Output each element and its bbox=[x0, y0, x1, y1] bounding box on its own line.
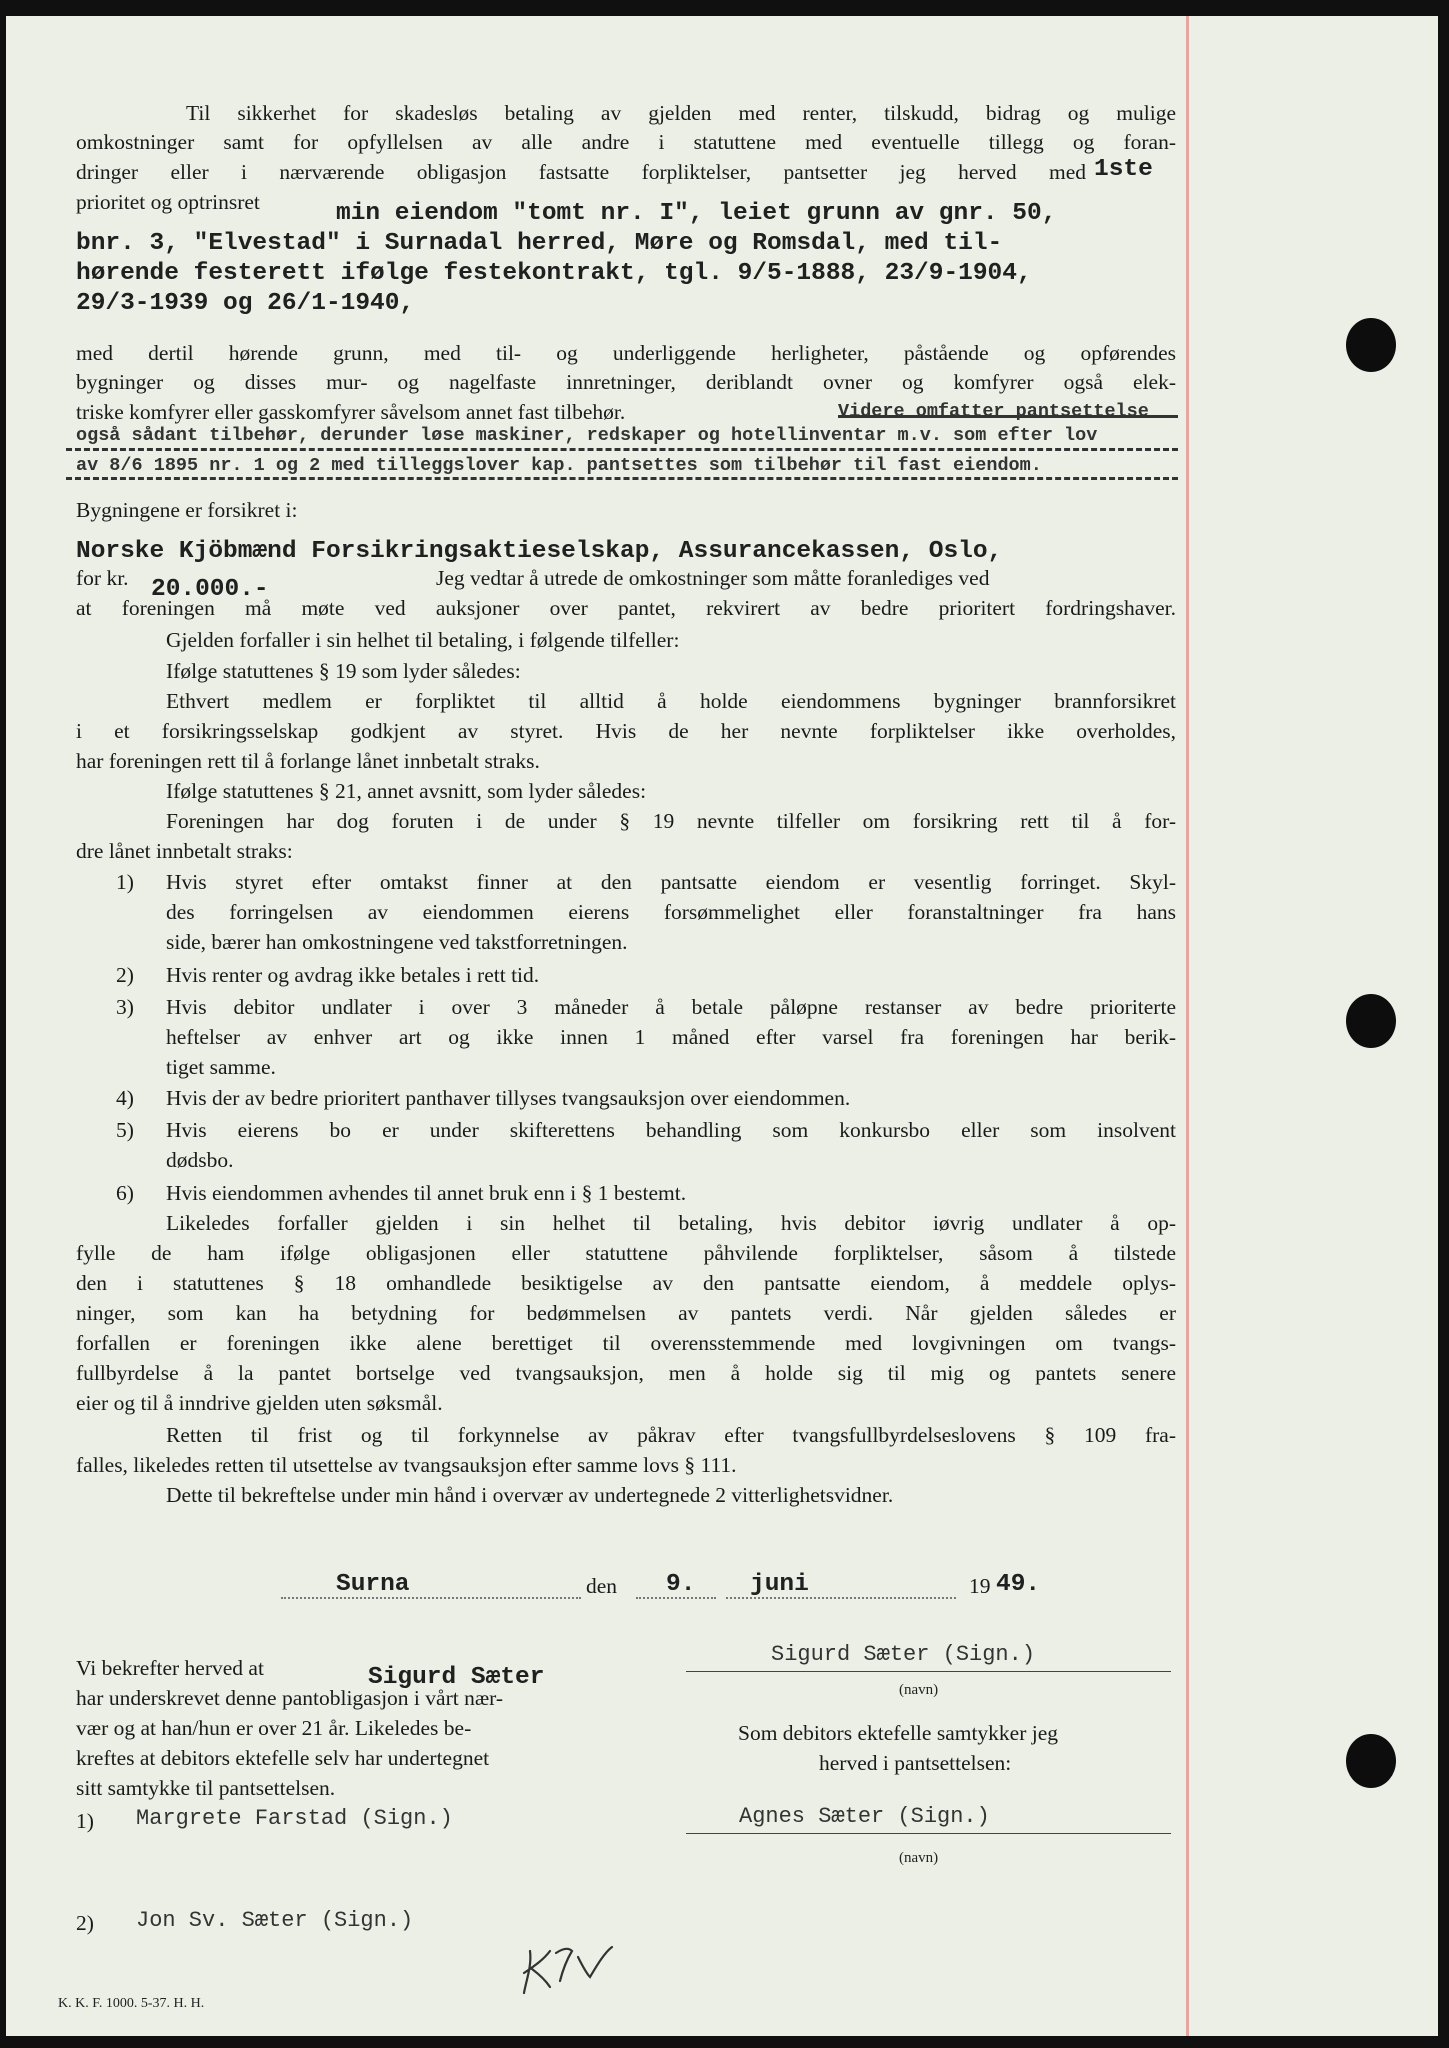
body-line: ninger, som kan ha betydning for bedømmelsen av pantets verdi. Når gjelden således er bbox=[76, 1301, 1176, 1325]
case-line: Hvis der av bedre prioritert panthaver tillyses tvangsauksjon over eiendommen. bbox=[166, 1086, 851, 1110]
case-number: 4) bbox=[116, 1086, 134, 1110]
body-line: Jeg vedtar å utrede de omkostninger som måtte foranlediges ved bbox=[436, 566, 990, 590]
witness-number: 1) bbox=[76, 1809, 94, 1833]
struck-text: også sådant tilbehør, derunder løse maskiner, redskaper og hotellinventar m.v. som efter lov bbox=[76, 426, 1098, 446]
case-line: Hvis debitor undlater i over 3 måneder å betale påløpne restanser av bedre prioriterte bbox=[166, 995, 1176, 1019]
case-line: heftelser av enhver art og ikke innen 1 måned efter varsel fra foreningen har berik- bbox=[166, 1025, 1176, 1049]
body-line: har foreningen rett til å forlange lånet innbetalt straks. bbox=[76, 749, 540, 773]
body-line: prioritet og optrinsret bbox=[76, 190, 260, 214]
navn-label: (navn) bbox=[899, 1850, 939, 1866]
case-line: side, bærer han omkostningene ved takstforretningen. bbox=[166, 930, 628, 954]
body-line: den i statuttenes § 18 omhandlede besiktigelse av den pantsatte eiendom, å meddele oplys- bbox=[76, 1271, 1176, 1295]
body-line: dre lånet innbetalt straks: bbox=[76, 839, 293, 863]
body-line: Likeledes forfaller gjelden i sin helhet til betaling, hvis debitor iøvrig undlater å op- bbox=[166, 1211, 1176, 1235]
struck-text: Videre omfatter pantsettelse bbox=[838, 402, 1149, 422]
body-line: omkostninger samt for opfyllelsen av alle andre i statuttene med eventuelle tillegg og foran- bbox=[76, 130, 1176, 154]
debtor-signature: Sigurd Sæter (Sign.) bbox=[771, 1642, 1036, 1667]
body-line: Foreningen har dog foruten i de under § 19 nevnte tilfeller om forsikring rett til å for- bbox=[166, 809, 1176, 833]
form-code-footer: K. K. F. 1000. 5-37. H. H. bbox=[58, 1996, 205, 2011]
document-page bbox=[6, 16, 1438, 2036]
typed-property-line: bnr. 3, "Elvestad" i Surnadal herred, Møre og Romsdal, med til- bbox=[76, 230, 1003, 257]
body-line: fullbyrdelse å la pantet bortselge ved tvangsauksjon, men å holde sig til mig og pantets senere bbox=[76, 1361, 1176, 1385]
body-line: Gjelden forfaller i sin helhet til betaling, i følgende tilfeller: bbox=[166, 628, 680, 652]
strike-rule bbox=[66, 448, 1178, 451]
debtor-name-typed: Sigurd Sæter bbox=[368, 1664, 545, 1691]
dotted-line bbox=[281, 1597, 581, 1599]
spouse-consent-line: herved i pantsettelsen: bbox=[819, 1751, 1012, 1775]
punch-hole bbox=[1346, 994, 1396, 1048]
strike-rule bbox=[66, 477, 1178, 480]
witness-signature: Jon Sv. Sæter (Sign.) bbox=[136, 1908, 414, 1933]
body-line: eier og til å inndrive gjelden uten søksmål. bbox=[76, 1391, 443, 1415]
body-line: dringer eller i nærværende obligasjon fastsatte forpliktelser, pantsetter jeg herved med bbox=[76, 160, 1086, 184]
body-line: Ifølge statuttenes § 21, annet avsnitt, som lyder således: bbox=[166, 779, 647, 803]
witness-statement-line: kreftes at debitors ektefelle selv har undertegnet bbox=[76, 1746, 490, 1770]
spouse-consent-line: Som debitors ektefelle samtykker jeg bbox=[738, 1721, 1059, 1745]
date-month: juni bbox=[750, 1571, 809, 1598]
body-line: i et forsikringsselskap godkjent av styret. Hvis de her nevnte forpliktelser ikke overholdes, bbox=[76, 719, 1176, 743]
body-line: bygninger og disses mur- og nagelfaste innretninger, deriblandt ovner og komfyrer også elek- bbox=[76, 370, 1176, 394]
typed-property-line: 29/3-1939 og 26/1-1940, bbox=[76, 290, 415, 317]
date-den-label: den bbox=[586, 1574, 618, 1598]
case-line: Hvis eiendommen avhendes til annet bruk enn i § 1 bestemt. bbox=[166, 1181, 687, 1205]
witness-statement-line: vær og at han/hun er over 21 år. Likeledes be- bbox=[76, 1716, 472, 1740]
case-line: Hvis eierens bo er under skifterettens behandling som konkursbo eller som insolvent bbox=[166, 1118, 1176, 1142]
body-line: Ethvert medlem er forpliktet til alltid å holde eiendommens bygninger brannforsikret bbox=[166, 689, 1176, 713]
body-line: triske komfyrer eller gasskomfyrer såvelsom annet fast tilbehør. bbox=[76, 400, 626, 424]
witness-number: 2) bbox=[76, 1911, 94, 1935]
struck-text: av 8/6 1895 nr. 1 og 2 med tilleggslover kap. pantsettes som tilbehør til fast eiendom. bbox=[76, 456, 1042, 476]
typed-property-line: min eiendom "tomt nr. I", leiet grunn av gnr. 50, bbox=[336, 200, 1057, 227]
date-day: 9. bbox=[666, 1571, 696, 1598]
handwritten-initials bbox=[516, 1921, 626, 2001]
body-line: falles, likeledes retten til utsettelse av tvangsauksjon efter samme lovs § 111. bbox=[76, 1453, 737, 1477]
insured-label: Bygningene er forsikret i: bbox=[76, 498, 298, 522]
body-line: Dette til bekreftelse under min hånd i overvær av undertegnede 2 vitterlighetsvidner. bbox=[166, 1483, 894, 1507]
punch-hole bbox=[1346, 1734, 1396, 1788]
body-line: fylle de ham ifølge obligasjonen eller statuttene påhvilende forpliktelser, såsom å tilstede bbox=[76, 1241, 1176, 1265]
witness-statement-line: sitt samtykke til pantsettelsen. bbox=[76, 1776, 336, 1800]
typed-priority: 1ste bbox=[1094, 156, 1153, 183]
punch-hole bbox=[1346, 318, 1396, 372]
body-line: Retten til frist og til forkynnelse av påkrav efter tvangsfullbyrdelseslovens § 109 fra- bbox=[166, 1423, 1176, 1447]
case-number: 3) bbox=[116, 995, 134, 1019]
case-line: dødsbo. bbox=[166, 1148, 234, 1172]
body-line: forfallen er foreningen ikke alene berettiget til overensstemmende med lovgivningen om tvangs- bbox=[76, 1331, 1176, 1355]
insured-for-label: for kr. bbox=[76, 566, 129, 590]
witness-statement-line: har underskrevet denne pantobligasjon i vårt nær- bbox=[76, 1686, 504, 1710]
case-number: 6) bbox=[116, 1181, 134, 1205]
witness-signature: Margrete Farstad (Sign.) bbox=[136, 1806, 453, 1831]
body-line: at foreningen må møte ved auksjoner over pantet, rekvirert av bedre prioritert fordringshaver. bbox=[76, 596, 1176, 620]
date-place: Surna bbox=[336, 1571, 410, 1598]
date-century: 19 bbox=[969, 1574, 991, 1598]
body-line: Ifølge statuttenes § 19 som lyder således: bbox=[166, 659, 521, 683]
signature-line bbox=[686, 1833, 1171, 1834]
case-line: Hvis styret efter omtakst finner at den pantsatte eiendom er vesentlig forringet. Skyl- bbox=[166, 870, 1176, 894]
insured-amount: 20.000.- bbox=[151, 576, 269, 603]
typed-property-line: hørende festerett ifølge festekontrakt, tgl. 9/5-1888, 23/9-1904, bbox=[76, 260, 1032, 287]
insurer-name: Norske Kjöbmænd Forsikringsaktieselskap, Assurancekassen, Oslo, bbox=[76, 538, 1003, 565]
spouse-signature: Agnes Sæter (Sign.) bbox=[739, 1804, 990, 1829]
navn-label: (navn) bbox=[899, 1682, 939, 1698]
date-year: 49. bbox=[996, 1571, 1041, 1598]
case-line: tiget samme. bbox=[166, 1055, 276, 1079]
body-line: med dertil hørende grunn, med til- og underliggende herligheter, påstående og opførendes bbox=[76, 341, 1176, 365]
strike-rule bbox=[838, 415, 1178, 418]
case-number: 5) bbox=[116, 1118, 134, 1142]
case-line: des forringelsen av eiendommen eierens forsømmelighet eller foranstaltninger fra hans bbox=[166, 900, 1176, 924]
witness-statement-line: Vi bekrefter herved at bbox=[76, 1656, 264, 1680]
case-number: 1) bbox=[116, 870, 134, 894]
case-line: Hvis renter og avdrag ikke betales i rett tid. bbox=[166, 963, 540, 987]
body-line: Til sikkerhet for skadesløs betaling av gjelden med renter, tilskudd, bidrag og mulige bbox=[186, 101, 1176, 125]
margin-line bbox=[1186, 16, 1189, 2036]
signature-line bbox=[686, 1671, 1171, 1672]
case-number: 2) bbox=[116, 963, 134, 987]
